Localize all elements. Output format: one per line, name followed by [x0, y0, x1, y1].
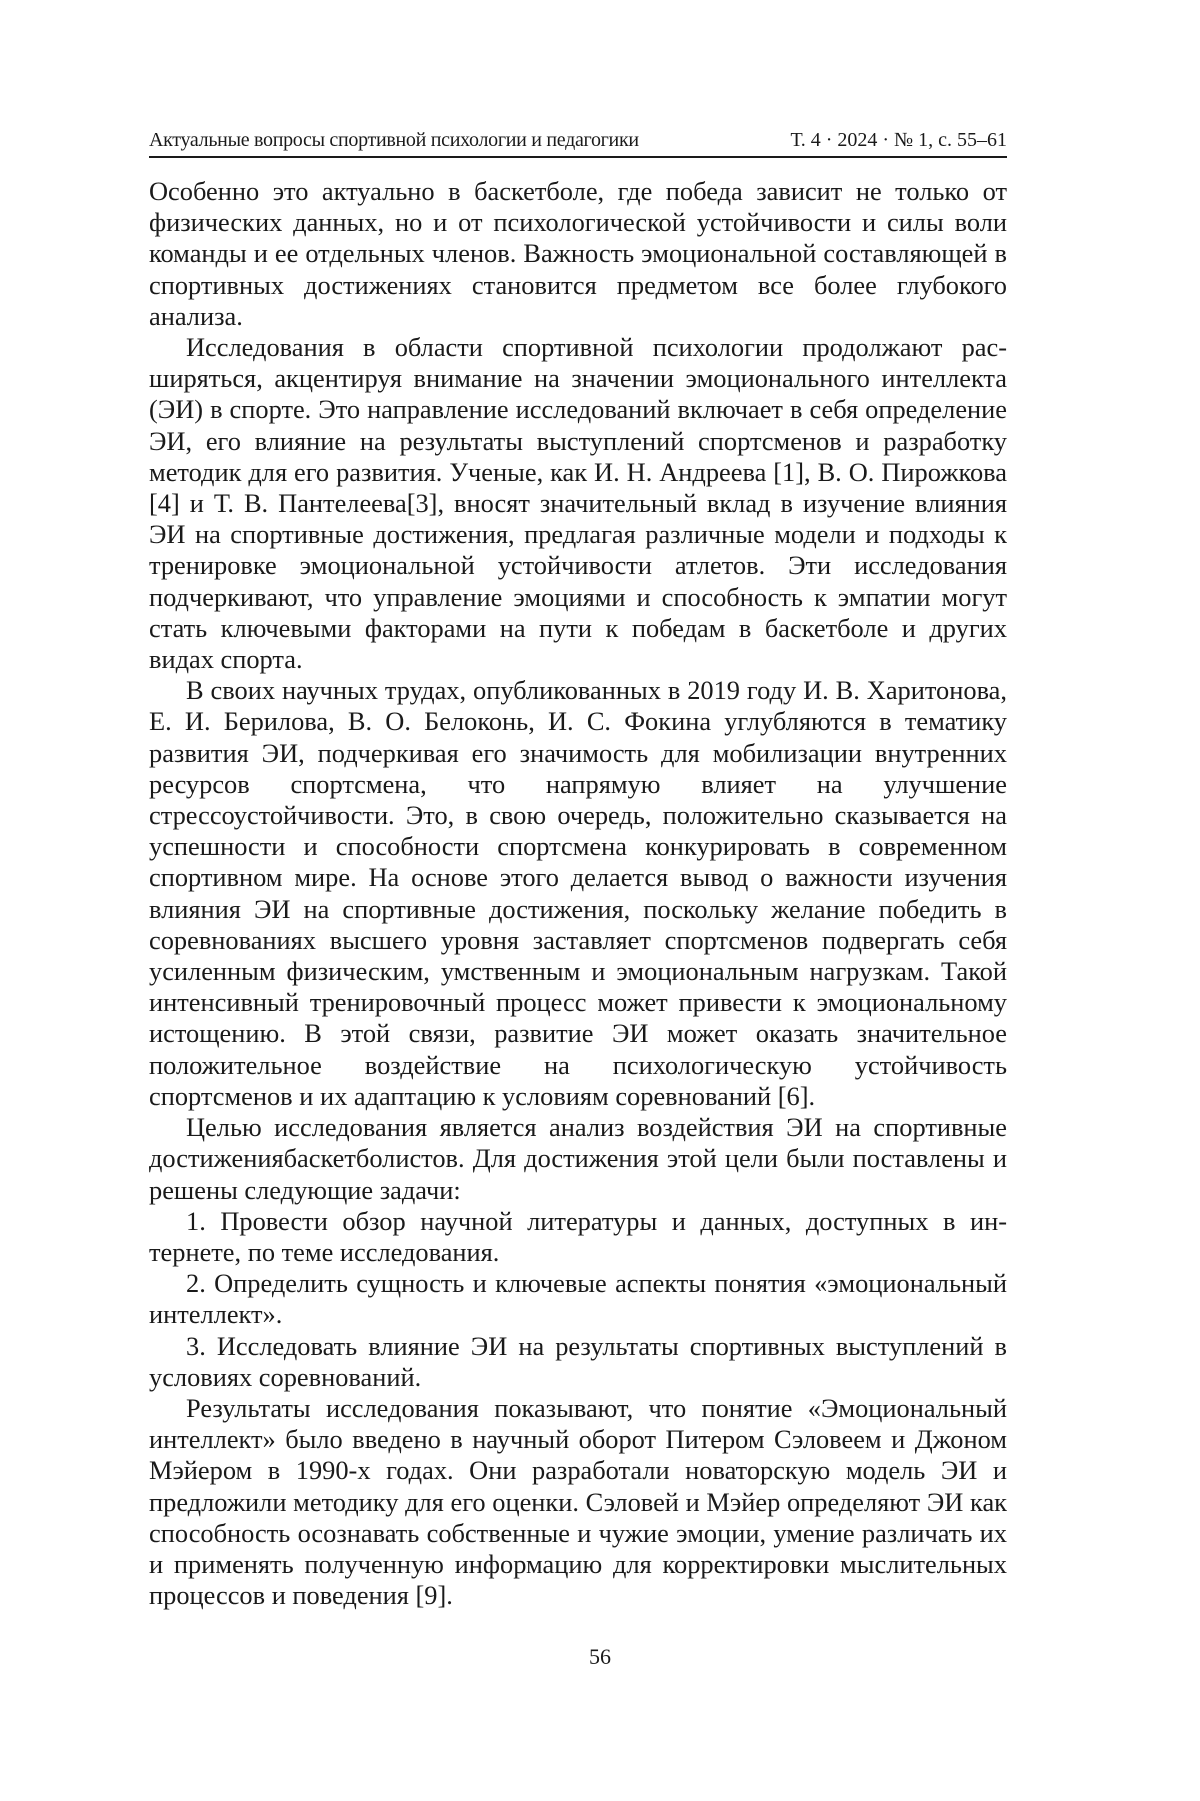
paragraph: Целью исследования является анализ воздействия ЭИ на спортив­ные достижениябаскетболистов. Для достижения этой цели были по­ставлены и решены следующие задачи:: [149, 1112, 1007, 1206]
running-header: [149, 128, 1007, 158]
paragraph: Результаты исследования показывают, что понятие «Эмоциональ­ный интеллект» было введено в научный оборот Питером Сэловеем и Джоном Мэйером в 1990-х годах. Они разработали новаторскую модель ЭИ и предложили методику для его оценки. Сэловей и Мэй­ер определяют ЭИ как способность осознавать собственные и чужие эмоции, умение различать их и применять полученную информацию для корректировки мыслительных процессов и поведения [9].: [149, 1393, 1007, 1611]
task-list-item: 3. Исследовать влияние ЭИ на результаты спортивных выступле­ний в условиях соревнований.: [149, 1331, 1007, 1393]
paragraph: Исследования в области спортивной психологии продолжают рас­ширяться, акцентируя внимание на значении эмоционального интел­лекта (ЭИ) в спорте. Это направление исследований включает в себя определение ЭИ, его влияние на результаты выступлений спортсме­нов и разработку методик для его развития. Ученые, как И. Н. Ан­дреева [1], В. О. Пирожкова [4] и Т. В. Пантелеева[3], вносят значи­тельный вклад в изучение влияния ЭИ на спортивные достижения, предлагая различные модели и подходы к тренировке эмоциональной устойчивости атлетов. Эти исследования подчеркивают, что управле­ние эмоциями и способность к эмпатии могут стать ключевыми фак­торами на пути к победам в баскетболе и других видах спорта.: [149, 332, 1007, 675]
paragraph: Особенно это актуально в баскетболе, где победа зависит не только от физических данных, но и от психологической устойчивости и силы воли команды и ее отдельных членов. Важность эмоциональной со­ставляющей в спортивных достижениях становится предметом все более глубокого анализа.: [149, 176, 1007, 332]
journal-title: Актуальные вопросы спортивной психологии и педагогики: [149, 128, 639, 152]
task-list-item: 2. Определить сущность и ключевые аспекты понятия «эмоцио­нальный интеллект».: [149, 1268, 1007, 1330]
article-body: [149, 176, 1007, 1611]
task-list-item: 1. Провести обзор научной литературы и данных, доступных в ин­тернете, по теме исследования.: [149, 1206, 1007, 1268]
journal-page: [0, 0, 1200, 1801]
issue-info: Т. 4 · 2024 · № 1, с. 55–61: [791, 128, 1008, 152]
page-number: 56: [0, 1644, 1200, 1670]
paragraph: В своих научных трудах, опубликованных в 2019 году И. В. Харито­нова, Е. И. Берилова, В. О. Белоконь, И. С. Фокина углубляются в те­матику развития ЭИ, подчеркивая его значимость для мобилизации внутренних ресурсов спортсмена, что напрямую влияет на улучшение стрессоустойчивости. Это, в свою очередь, положительно сказывается на успешности и способности спортсмена конкурировать в современном спортивном мире. На основе этого делается вывод о важности изучения влияния ЭИ на спортивные достижения, поскольку желание победить в соревнованиях высшего уровня заставляет спортсменов подвергать себя усиленным физическим, умственным и эмоциональным нагрузкам. Такой интенсивный тренировочный процесс может привести к эмоцио­нальному истощению. В этой связи, развитие ЭИ может оказать значи­тельное положительное воздействие на психологическую устойчивость спортсменов и их адаптацию к условиям соревнований [6].: [149, 675, 1007, 1112]
